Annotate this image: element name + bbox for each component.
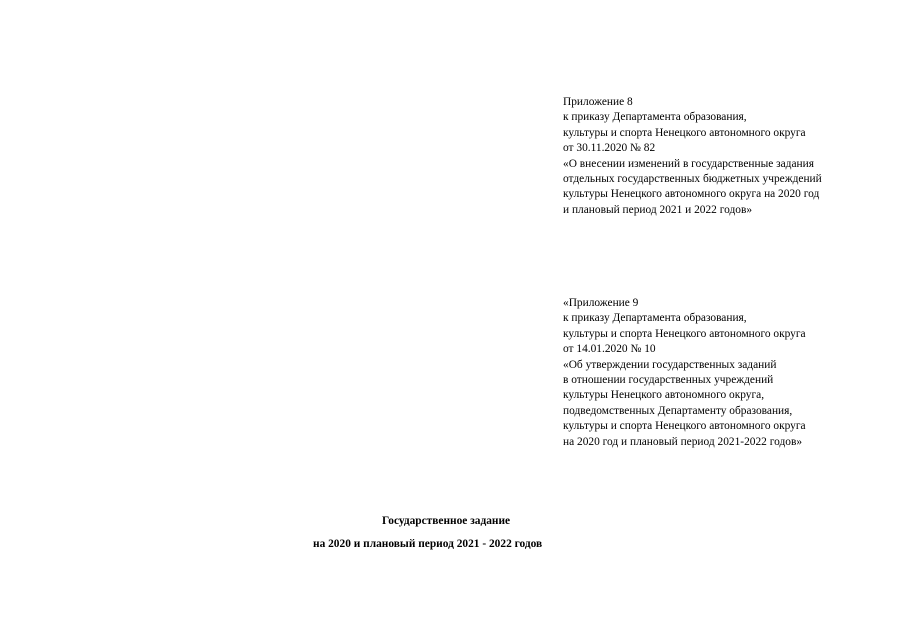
document-period: на 2020 и плановый период 2021 - 2022 годов [313,538,543,550]
appendix-8-line: и плановый период 2021 и 2022 годов» [563,203,753,216]
appendix-8-line: к приказу Департамента образования, [563,111,747,124]
appendix-9-line: культуры и спорта Ненецкого автономного округа [563,420,806,433]
appendix-9-line: на 2020 год и плановый период 2021-2022 годов» [563,435,803,448]
appendix-9-line: культуры и спорта Ненецкого автономного округа [563,327,806,340]
document-title: Государственное задание [382,515,511,527]
appendix-8-line: Приложение 8 [563,96,633,108]
appendix-9-header [563,296,893,450]
appendix-8-line: от 30.11.2020 № 82 [563,142,656,155]
appendix-9-line: в отношении государственных учреждений [563,374,774,387]
appendix-8-header [563,95,893,218]
appendix-9-line: культуры Ненецкого автономного округа, [563,389,765,402]
appendix-8-line: культуры и спорта Ненецкого автономного округа [563,126,806,139]
appendix-8-line: отдельных государственных бюджетных учреждений [563,173,822,186]
appendix-9-line: подведомственных Департаменту образования, [563,404,793,417]
appendix-8-line: «О внесении изменений в государственные задания [563,157,814,170]
appendix-9-line: к приказу Департамента образования, [563,312,747,325]
appendix-9-line: «Приложение 9 [563,297,639,309]
appendix-9-line: «Об утверждении государственных заданий [563,358,777,371]
appendix-8-line: культуры Ненецкого автономного округа на 2020 год [563,188,820,201]
appendix-9-line: от 14.01.2020 № 10 [563,343,656,356]
